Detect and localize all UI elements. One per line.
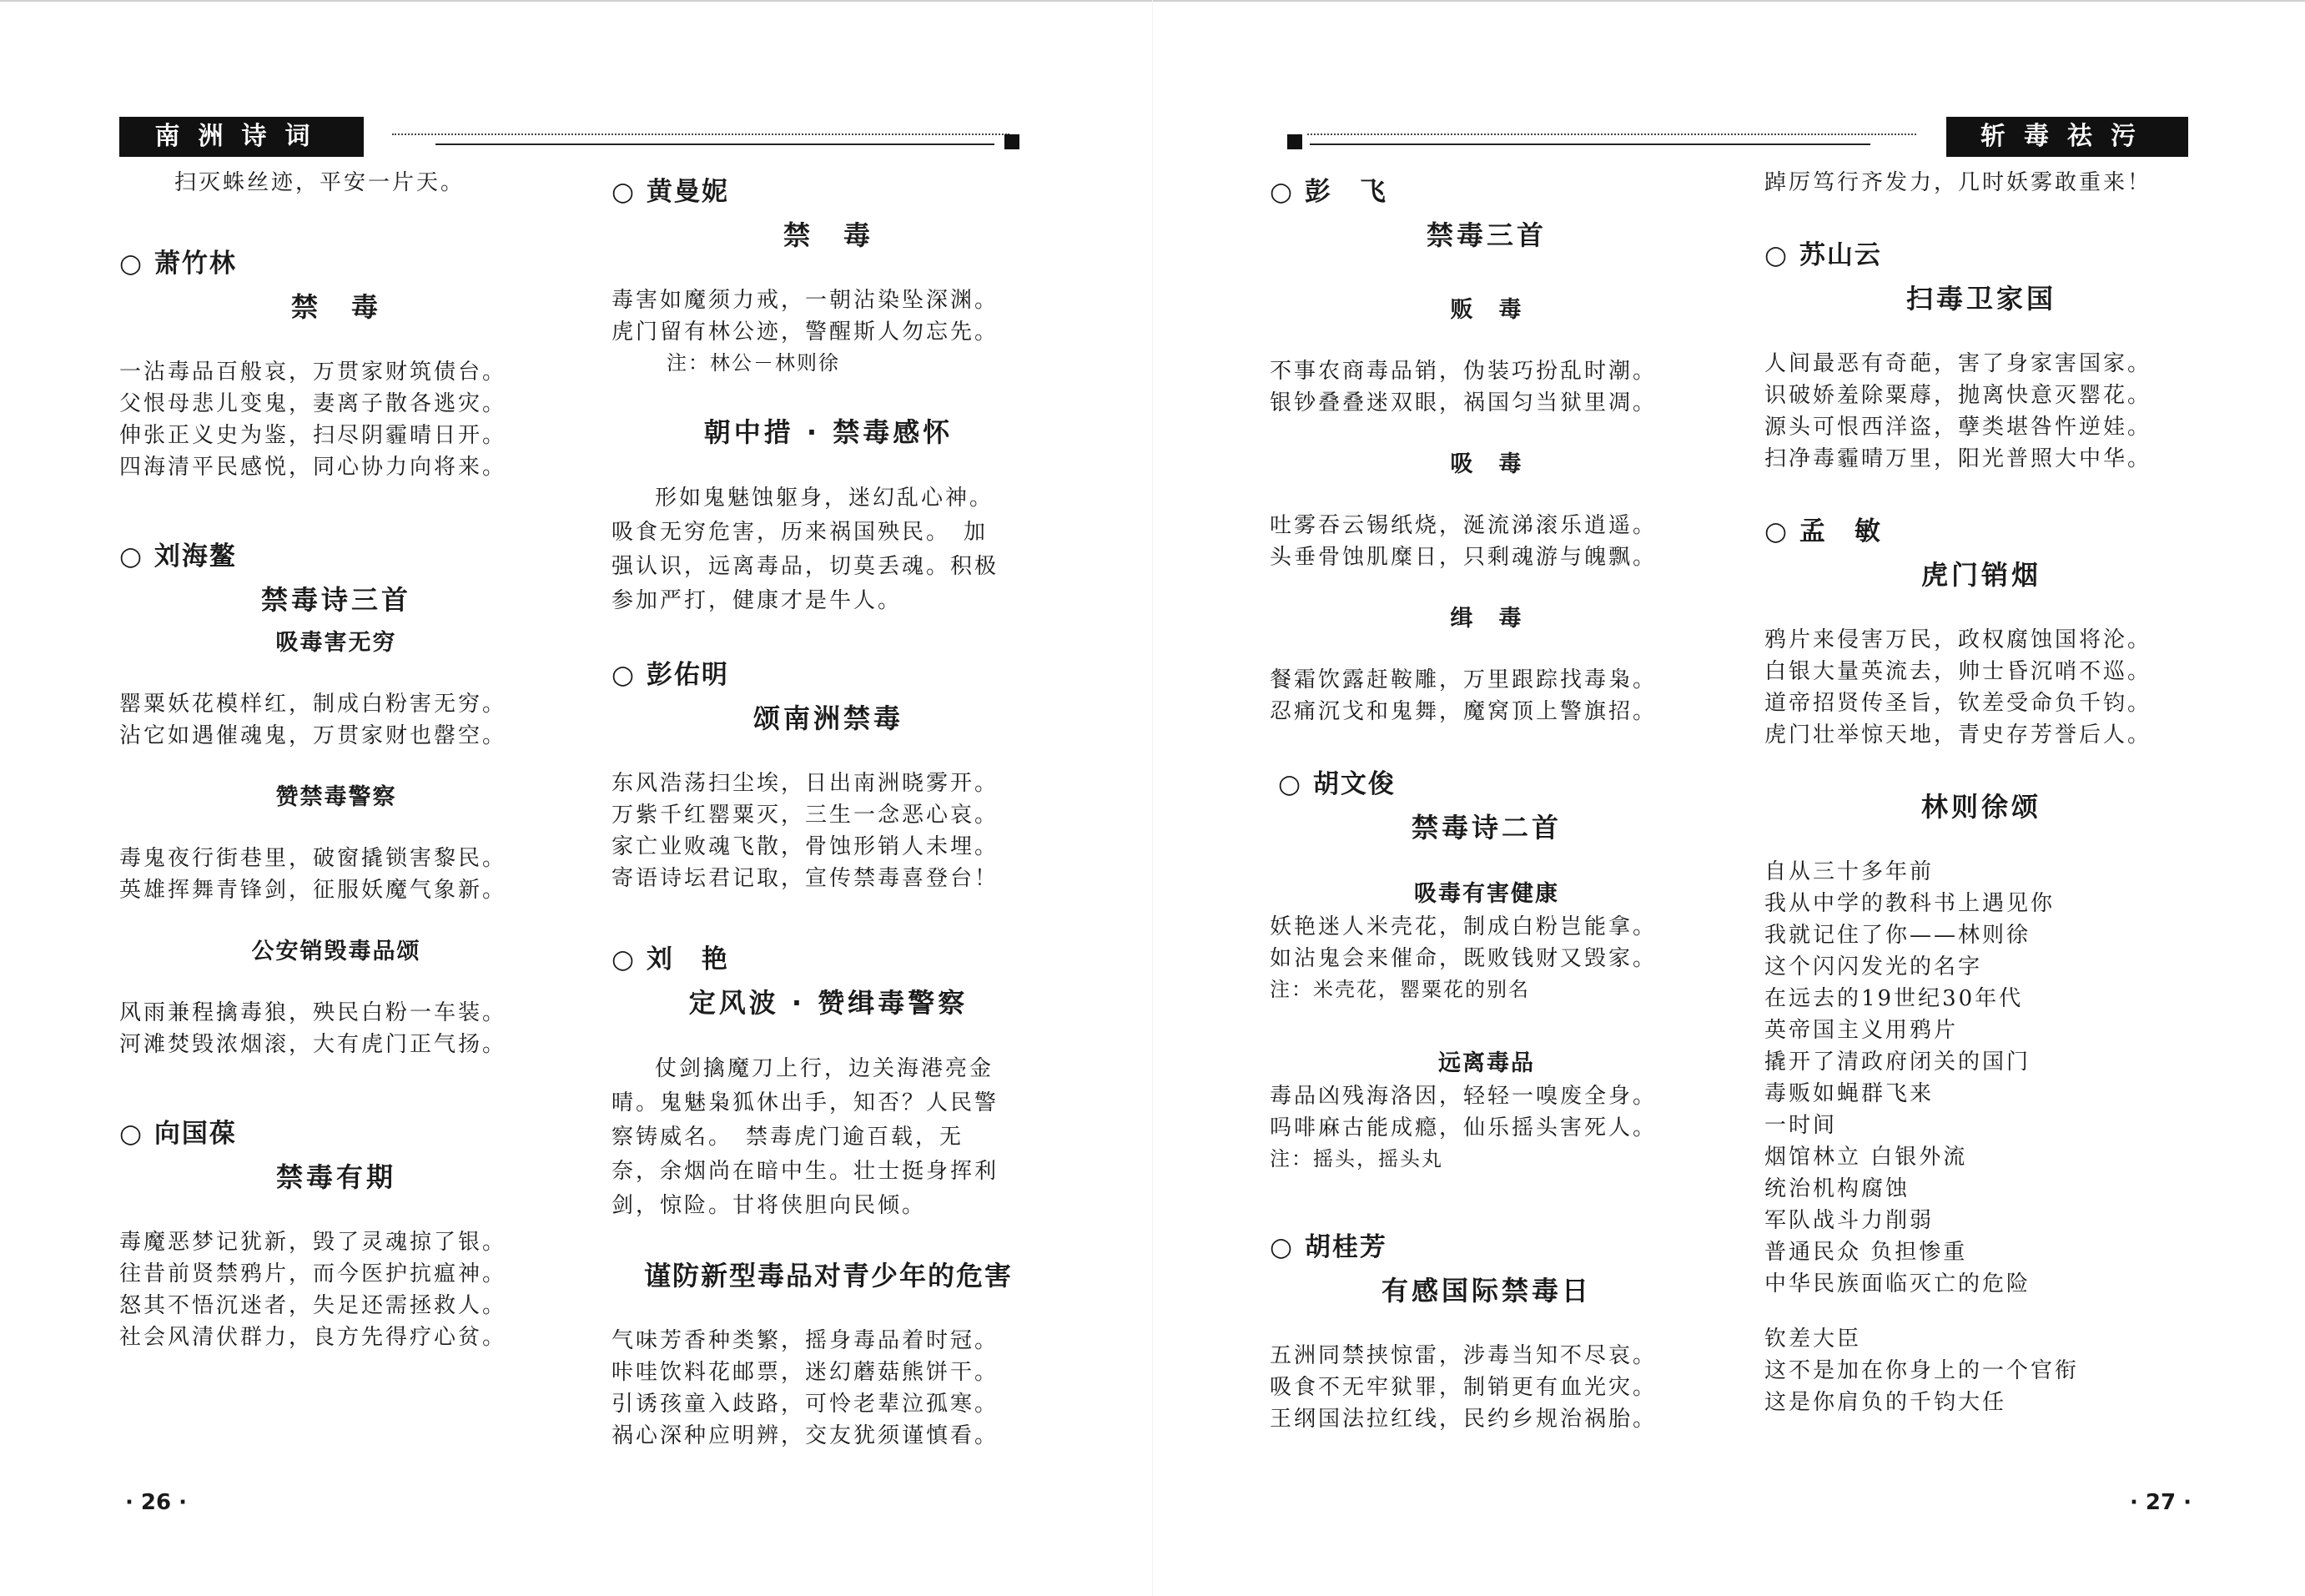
poem-line: 风雨兼程擒毒狼，殃民白粉一车装。	[119, 1000, 507, 1025]
poem-author: ○ 黄曼妮	[611, 177, 729, 207]
poem-author: ○ 刘 艳	[611, 944, 729, 974]
right-page-column-2	[1764, 167, 2198, 1418]
poem-line: 钦差大臣	[1764, 1327, 1862, 1352]
poem-title: 林则徐颂	[1920, 791, 2041, 823]
poem-line: 自从三十多年前	[1764, 859, 1935, 884]
poem-line: 在远去的19世纪30年代	[1764, 986, 2024, 1011]
page-spine	[1152, 0, 1153, 1596]
poem-line: 鸦片来侵害万民，政权腐蚀国将沦。	[1764, 627, 2152, 652]
poem-subtitle: 贩 毒	[1450, 297, 1523, 323]
poem-line: 统治机构腐蚀	[1764, 1176, 1910, 1201]
poem-title: 颂南洲禁毒	[752, 702, 903, 734]
poem-subtitle: 吸 毒	[1450, 451, 1523, 477]
poem-line: 吸食不无牢狱罪，制销更有血光灾。	[1270, 1375, 1658, 1400]
poem-subtitle: 吸毒害无穷	[275, 630, 397, 656]
poem-note: 注：林公－林则徐	[667, 351, 840, 375]
poem-title: 有感国际禁毒日	[1381, 1275, 1592, 1307]
poem-author: ○ 胡桂芳	[1270, 1232, 1387, 1262]
poem-line: 军队战斗力削弱	[1764, 1208, 1935, 1233]
poem-line: 毒贩如蝇群飞来	[1764, 1081, 1935, 1106]
poem-title: 禁毒诗二首	[1411, 812, 1562, 843]
poem-line: 银钞叠叠迷双眼，祸国匀当狱里凋。	[1270, 390, 1658, 415]
poem-line: 一沾毒品百般哀，万贯家财筑债台。	[119, 360, 507, 385]
poem-line: 毒品凶残海洛因，轻轻一嗅废全身。	[1270, 1084, 1658, 1109]
poem-line: 吐雾吞云锡纸烧，涎流涕滚乐逍遥。	[1270, 513, 1658, 538]
poem-line: 毒害如魔须力戒，一朝沾染坠深渊。	[611, 288, 999, 313]
poem-line: 万紫千红罂粟灭，三生一念恶心哀。	[611, 803, 999, 828]
continued-line: 踔厉笃行齐发力，几时妖雾敢重来！	[1764, 170, 2152, 195]
section-header-left: 南洲诗词	[119, 117, 364, 157]
poem-line: 仗剑擒魔刀上行，边关海港亮金	[655, 1056, 994, 1081]
poem-author: ○ 苏山云	[1764, 240, 1882, 270]
poem-line: 撬开了清政府闭关的国门	[1764, 1050, 2031, 1075]
poem-title: 定风波 · 赞缉毒警察	[688, 987, 969, 1019]
poem-line: 咔哇饮料花邮票，迷幻蘑菇熊饼干。	[611, 1360, 999, 1385]
poem-note: 注：摇头，摇头丸	[1270, 1147, 1443, 1171]
poem-line: 祸心深种应明辨，交友犹须谨慎看。	[611, 1423, 999, 1448]
left-page-column-2	[611, 167, 1045, 1452]
poem-line: 家亡业败魂飞散，骨蚀形销人未埋。	[611, 834, 999, 859]
poem-subtitle: 缉 毒	[1450, 606, 1523, 632]
continued-line: 扫灭蛛丝迹，平安一片天。	[174, 170, 466, 195]
poem-line: 我就记住了你——林则徐	[1764, 923, 2031, 948]
poem-title: 禁毒诗三首	[260, 584, 411, 616]
poem-line: 我从中学的教科书上遇见你	[1764, 891, 2056, 916]
poem-line: 吗啡麻古能成瘾，仙乐摇头害死人。	[1270, 1115, 1658, 1140]
poem-note: 注：米壳花，罂粟花的别名	[1270, 978, 1530, 1001]
poem-line: 形如鬼魅蚀躯身，迷幻乱心神。	[655, 486, 994, 511]
poem-line: 中华民族面临灭亡的危险	[1764, 1271, 2031, 1296]
poem-line: 气味芳香种类繁，摇身毒品着时冠。	[611, 1328, 999, 1353]
poem-subtitle: 公安销毁毒品颂	[251, 939, 421, 964]
poem-line: 餐霜饮露赶鞍雕，万里跟踪找毒枭。	[1270, 667, 1658, 692]
poem-line: 烟馆林立 白银外流	[1764, 1145, 1968, 1170]
poem-title: 禁 毒	[290, 291, 381, 323]
poem-line: 晴。鬼魅枭狐休出手，知否？人民警	[611, 1090, 999, 1115]
right-page-column-1	[1270, 167, 1704, 1435]
poem-line: 五洲同禁挟惊雷，涉毒当知不尽哀。	[1270, 1343, 1658, 1368]
poem-line: 头垂骨蚀肌糜日，只剩魂游与魄飘。	[1270, 545, 1658, 570]
poem-line: 怒其不悟沉迷者，失足还需拯救人。	[119, 1293, 507, 1318]
poem-line: 社会风清伏群力，良方先得疗心贫。	[119, 1325, 507, 1350]
poem-title: 禁毒三首	[1426, 219, 1547, 251]
poem-line: 道帝招贤传圣旨，钦差受命负千钧。	[1764, 691, 2152, 716]
poem-author: ○ 胡文俊	[1278, 769, 1396, 799]
poem-line: 这是你肩负的千钧大任	[1764, 1390, 2007, 1415]
header-rule-dotted-left	[392, 133, 1009, 135]
poem-title: 虎门销烟	[1920, 559, 2041, 591]
poem-author: ○ 向国葆	[119, 1119, 237, 1149]
poem-line: 一时间	[1764, 1113, 1838, 1138]
poem-subtitle: 吸毒有害健康	[1414, 881, 1559, 907]
square-marker-right	[1287, 134, 1302, 149]
poem-line: 吸食无穷危害，历来祸国殃民。 加	[611, 520, 989, 545]
left-page-column-1	[119, 167, 553, 1353]
poem-line: 不事农商毒品销，伪装巧扮乱时潮。	[1270, 359, 1658, 384]
poem-line: 源头可恨西洋盗，孽类堪咎忤逆娃。	[1764, 415, 2152, 440]
poem-title: 朝中措 · 禁毒感怀	[703, 416, 954, 448]
poem-line: 识破娇羞除粟蓐，抛离快意灭罂花。	[1764, 383, 2152, 408]
poem-author: ○ 彭 飞	[1270, 177, 1387, 207]
poem-line: 寄语诗坛君记取，宣传禁毒喜登台！	[611, 866, 999, 891]
poem-line: 虎门壮举惊天地，青史存芳誉后人。	[1764, 722, 2152, 748]
poem-line: 罂粟妖花模样红，制成白粉害无穷。	[119, 692, 507, 717]
header-rule-solid-right	[1310, 143, 1870, 145]
section-header-right: 斩毒祛污	[1946, 117, 2188, 157]
poem-title: 扫毒卫家国	[1905, 283, 2056, 315]
poem-author: ○ 刘海鳌	[119, 541, 237, 571]
poem-line: 沾它如遇催魂鬼，万贯家财也罄空。	[119, 723, 507, 748]
poem-line: 察铸威名。 禁毒虎门逾百载，无	[611, 1125, 964, 1150]
poem-line: 人间最恶有奇葩，害了身家害国家。	[1764, 351, 2152, 376]
poem-line: 毒鬼夜行街巷里，破窗撬锁害黎民。	[119, 846, 507, 871]
poem-title: 谨防新型毒品对青少年的危害	[643, 1260, 1013, 1291]
poem-line: 英帝国主义用鸦片	[1764, 1018, 1959, 1043]
poem-line: 英雄挥舞青锋剑，征服妖魔气象新。	[119, 878, 507, 903]
poem-line: 忍痛沉戈和鬼舞，魔窝顶上警旗招。	[1270, 699, 1658, 724]
poem-title: 禁毒有期	[275, 1161, 396, 1193]
poem-line: 这不是加在你身上的一个官衔	[1764, 1358, 2080, 1383]
poem-line: 剑，惊险。甘将侠胆向民倾。	[611, 1193, 927, 1218]
poem-line: 引诱孩童入歧路，可怜老辈泣孤寒。	[611, 1392, 999, 1417]
poem-line: 虎门留有林公迹，警醒斯人勿忘先。	[611, 320, 999, 345]
poem-line: 东风浩荡扫尘埃，日出南洲晓雾开。	[611, 771, 999, 796]
square-marker-left	[1004, 134, 1019, 149]
poem-line: 四海清平民感悦，同心协力向将来。	[119, 455, 507, 480]
poem-subtitle: 赞禁毒警察	[275, 784, 397, 810]
poem-line: 父恨母悲儿变鬼，妻离子散各逃灾。	[119, 391, 507, 416]
poem-line: 毒魔恶梦记犹新，毁了灵魂掠了银。	[119, 1230, 507, 1255]
poem-line: 妖艳迷人米壳花，制成白粉岂能拿。	[1270, 914, 1658, 939]
poem-author: ○ 萧竹林	[119, 249, 237, 279]
poem-subtitle: 远离毒品	[1438, 1050, 1535, 1076]
poem-line: 王纲国法拉红线，民约乡规治祸胎。	[1270, 1407, 1658, 1432]
page-number-left: · 26 ·	[125, 1490, 188, 1515]
page-number-right: · 27 ·	[2130, 1490, 2192, 1515]
poem-line: 奈，余烟尚在暗中生。壮士挺身挥利	[611, 1159, 999, 1184]
header-rule-solid-left	[435, 143, 994, 145]
poem-line: 河滩焚毁浓烟滚，大有虎门正气扬。	[119, 1032, 507, 1057]
poem-line: 强认识，远离毒品，切莫丢魂。积极	[611, 554, 999, 579]
poem-line: 白银大量英流去，帅士昏沉哨不巡。	[1764, 659, 2152, 684]
poem-line: 扫净毒霾晴万里，阳光普照大中华。	[1764, 446, 2152, 471]
poem-line: 参加严打，健康才是牛人。	[611, 588, 903, 613]
poem-line: 伸张正义史为鉴，扫尽阴霾晴日开。	[119, 423, 507, 448]
poem-title: 禁 毒	[783, 219, 873, 251]
poem-line: 如沾鬼会来催命，既败钱财又毁家。	[1270, 946, 1658, 971]
poem-line: 普通民众 负担惨重	[1764, 1240, 1968, 1265]
poem-author: ○ 彭佑明	[611, 660, 729, 690]
header-rule-dotted-right	[1307, 133, 1916, 135]
poem-line: 这个闪闪发光的名字	[1764, 954, 1983, 979]
poem-line: 往昔前贤禁鸦片，而今医护抗瘟神。	[119, 1261, 507, 1286]
poem-author: ○ 孟 敏	[1764, 516, 1882, 546]
